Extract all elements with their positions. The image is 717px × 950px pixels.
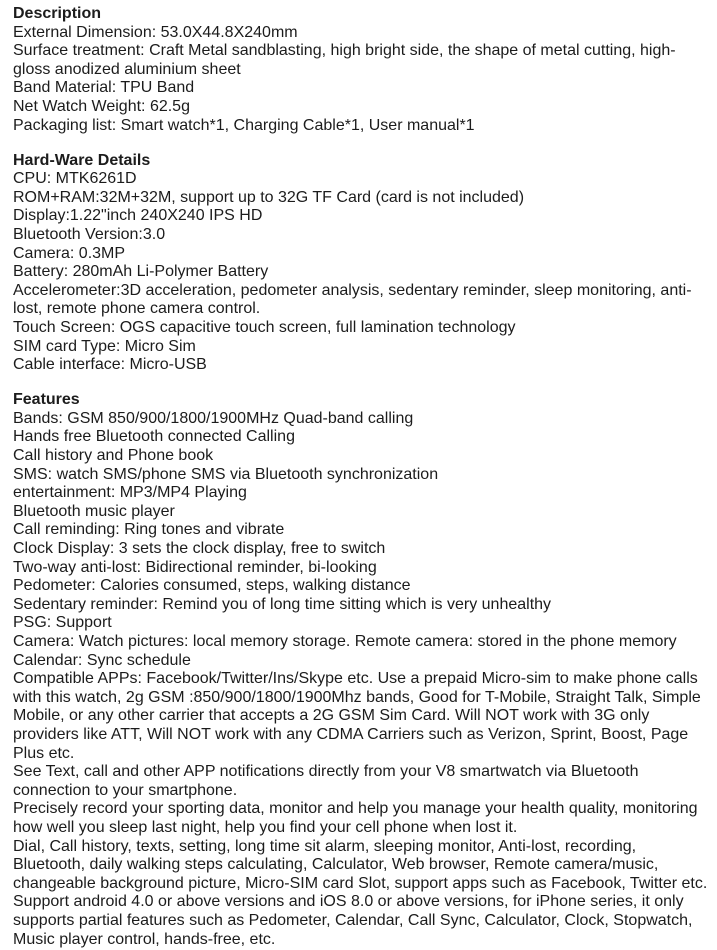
- text-line: Packaging list: Smart watch*1, Charging Cable*1, User manual*1: [13, 116, 475, 134]
- text-line: Dial, Call history, texts, setting, long time sit alarm, sleeping monitor, Anti-lost, recording,: [13, 837, 637, 855]
- text-line: SMS: watch SMS/phone SMS via Bluetooth synchronization: [13, 465, 439, 483]
- text-line: SIM card Type: Micro Sim: [13, 337, 196, 355]
- section-heading-description: Description: [13, 5, 102, 22]
- text-line: Bluetooth, daily walking steps calculating, Calculator, Web browser, Remote camera/music,: [13, 856, 659, 874]
- text-line: providers like ATT, Will NOT work with any CDMA Carriers such as Verizon, Sprint, Boost, Page: [13, 725, 689, 743]
- text-line: entertainment: MP3/MP4 Playing: [13, 484, 247, 502]
- text-line: Sedentary reminder: Remind you of long time sitting which is very unhealthy: [13, 595, 552, 613]
- section-body-hardware-details: [13, 170, 717, 375]
- text-line: Battery: 280mAh Li-Polymer Battery: [13, 263, 269, 281]
- text-line: connection to your smartphone.: [13, 781, 238, 799]
- section-features: [13, 391, 717, 949]
- text-line: Clock Display: 3 sets the clock display, free to switch: [13, 540, 386, 558]
- section-body-features: [13, 410, 717, 949]
- text-line: Pedometer: Calories consumed, steps, walking distance: [13, 577, 411, 595]
- text-line: Music player control, hands-free, etc.: [13, 930, 276, 948]
- text-line: Bluetooth Version:3.0: [13, 226, 166, 244]
- section-description: [13, 5, 717, 135]
- text-line: Hands free Bluetooth connected Calling: [13, 428, 295, 446]
- text-line: ROM+RAM:32M+32M, support up to 32G TF Card (card is not included): [13, 188, 525, 206]
- text-line: Mobile, or any other carrier that accepts a 2G GSM Sim Card. Will NOT work with 3G only: [13, 707, 650, 725]
- text-line: Surface treatment: Craft Metal sandblasting, high bright side, the shape of metal cutting, high-: [13, 42, 676, 60]
- text-line: changeable background picture, Micro-SIM card Slot, support apps such as Facebook, Twitter etc.: [13, 874, 708, 892]
- text-line: Cable interface: Micro-USB: [13, 356, 207, 374]
- text-line: Calendar: Sync schedule: [13, 651, 191, 669]
- text-line: Camera: Watch pictures: local memory storage. Remote camera: stored in the phone memory: [13, 633, 677, 650]
- text-line: CPU: MTK6261D: [13, 170, 137, 188]
- text-line: Touch Screen: OGS capacitive touch screen, full lamination technology: [13, 319, 516, 336]
- text-line: Call history and Phone book: [13, 447, 214, 465]
- text-line: Support android 4.0 or above versions and iOS 8.0 or above versions, for iPhone series, it only: [13, 893, 684, 911]
- text-line: with this watch, 2g GSM :850/900/1800/1900Mhz bands, Good for T-Mobile, Straight Talk, Simple: [13, 688, 701, 706]
- text-line: Two-way anti-lost: Bidirectional reminder, bi-looking: [13, 558, 377, 576]
- text-line: External Dimension: 53.0X44.8X240mm: [13, 23, 298, 41]
- text-line: Camera: 0.3MP: [13, 244, 126, 262]
- section-hardware-details: [13, 152, 717, 375]
- text-line: PSG: Support: [13, 614, 112, 632]
- section-body-description: [13, 24, 717, 136]
- text-line: Display:1.22"inch 240X240 IPS HD: [13, 207, 263, 225]
- text-line: Accelerometer:3D acceleration, pedometer analysis, sedentary reminder, sleep monitoring, anti-: [13, 281, 692, 299]
- text-line: Precisely record your sporting data, monitor and help you manage your health quality, monitoring: [13, 800, 698, 818]
- section-heading-hardware-details: Hard-Ware Details: [13, 151, 151, 169]
- text-line: Band Material: TPU Band: [13, 79, 195, 97]
- text-line: Bands: GSM 850/900/1800/1900MHz Quad-band calling: [13, 409, 414, 427]
- text-line: Bluetooth music player: [13, 502, 175, 520]
- text-line: gloss anodized aluminium sheet: [13, 60, 241, 78]
- text-line: Compatible APPs: Facebook/Twitter/Ins/Skype etc. Use a prepaid Micro-sim to make phone calls: [13, 670, 698, 688]
- text-line: supports partial features such as Pedometer, Calendar, Call Sync, Calculator, Clock, Stopwatch,: [13, 911, 693, 929]
- text-line: Net Watch Weight: 62.5g: [13, 97, 190, 115]
- text-line: Plus etc.: [13, 744, 75, 762]
- text-line: how well you sleep last night, help you find your cell phone when lost it.: [13, 818, 518, 836]
- text-line: lost, remote phone camera control.: [13, 300, 261, 318]
- text-line: See Text, call and other APP notifications directly from your V8 smartwatch via Bluetooth: [13, 763, 639, 781]
- text-line: Call reminding: Ring tones and vibrate: [13, 521, 285, 539]
- section-heading-features: Features: [13, 391, 80, 409]
